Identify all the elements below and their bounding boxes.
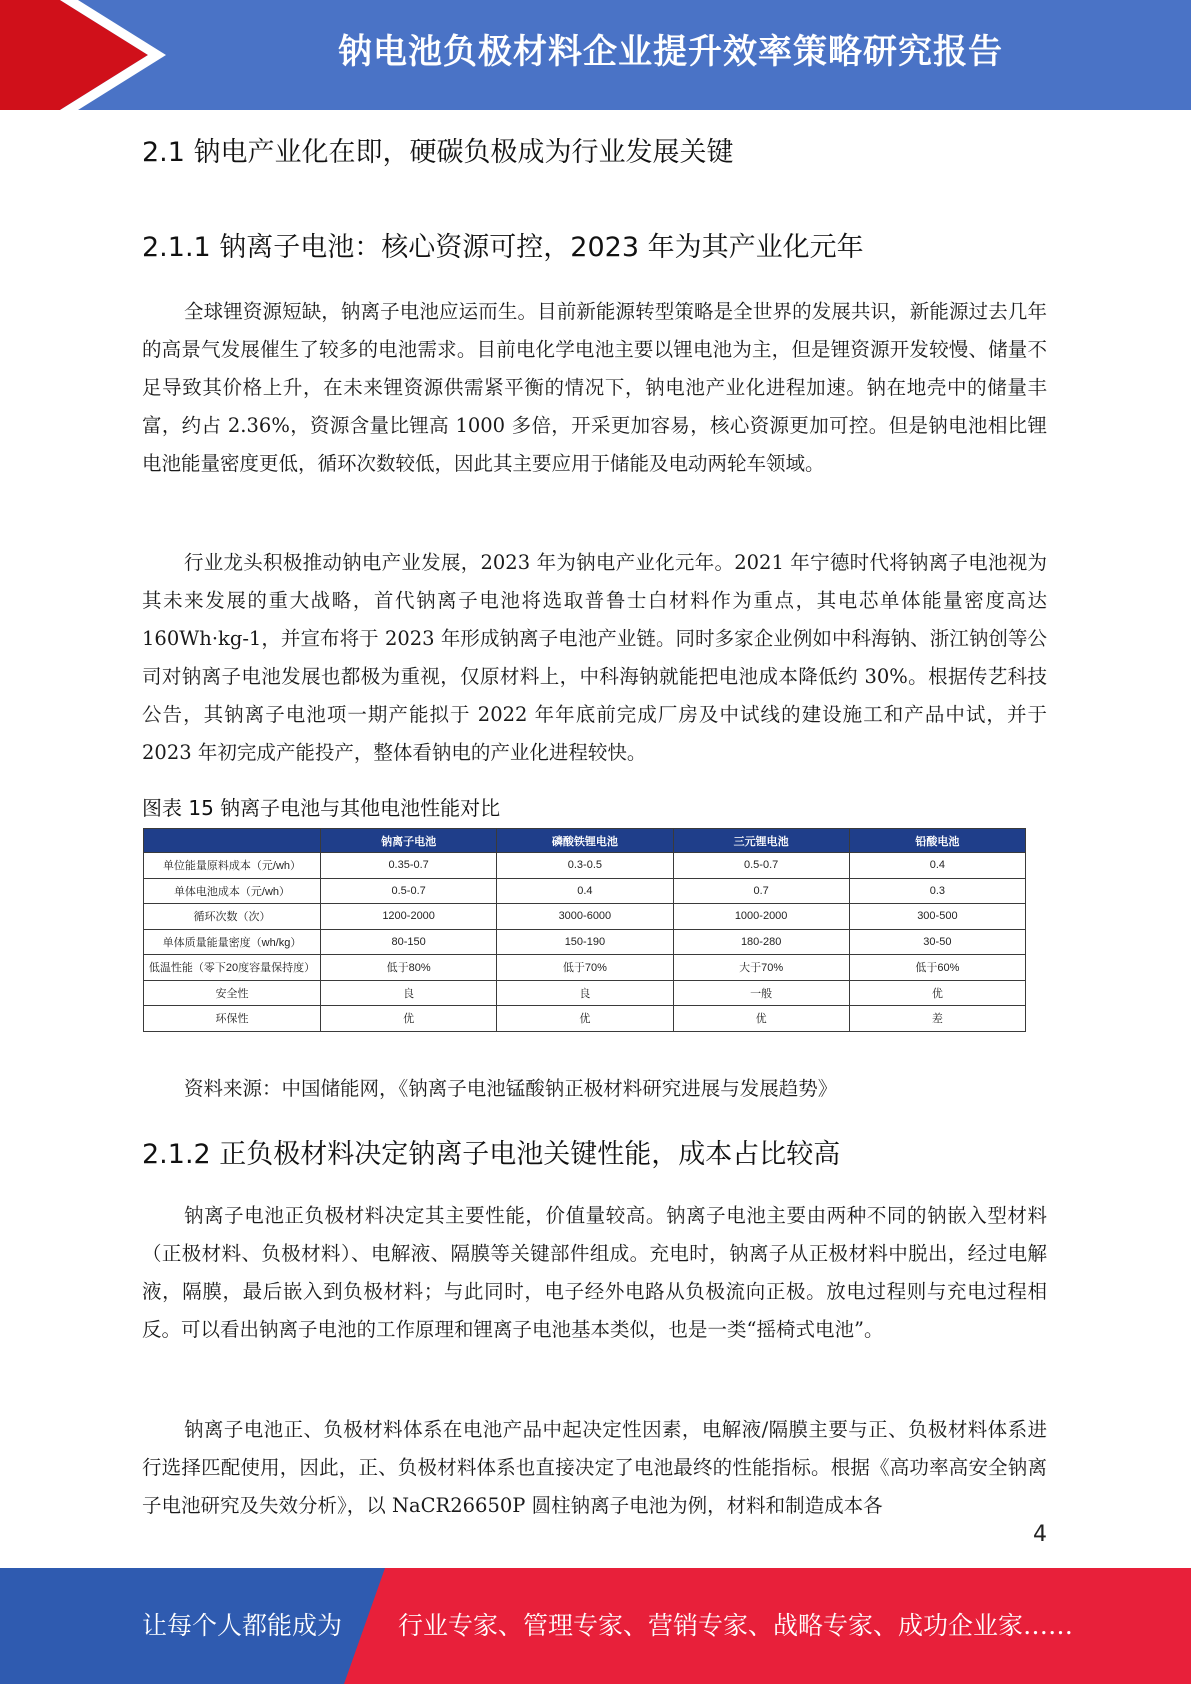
figure-caption: 图表 15 钠离子电池与其他电池性能对比 — [142, 796, 501, 820]
table-header-row — [144, 829, 1026, 853]
footer-slogan-right: 行业专家、管理专家、营销专家、战略专家、成功企业家…… — [398, 1611, 1074, 1640]
table-cell: 0.5-0.7 — [673, 853, 849, 879]
table-cell: 优 — [497, 1006, 673, 1032]
table-cell: 3000-6000 — [497, 904, 673, 930]
table-row — [144, 904, 1026, 930]
table-row — [144, 1006, 1026, 1032]
table-cell: 0.3 — [849, 878, 1025, 904]
table-cell: 300-500 — [849, 904, 1025, 930]
table-cell: 0.4 — [497, 878, 673, 904]
header-title: 钠电池负极材料企业提升效率策略研究报告 — [338, 32, 1003, 72]
table-row — [144, 853, 1026, 879]
table-cell: 30-50 — [849, 929, 1025, 955]
table-cell: 优 — [849, 980, 1025, 1006]
footer-slogan-left: 让每个人都能成为 — [142, 1611, 343, 1640]
table-row — [144, 955, 1026, 981]
page-number: 4 — [1033, 1522, 1047, 1547]
table-row — [144, 878, 1026, 904]
table-cell: 低于60% — [849, 955, 1025, 981]
table-row-label: 循环次数（次） — [144, 904, 321, 930]
table-header-cell — [144, 829, 321, 853]
table-cell: 80-150 — [321, 929, 497, 955]
table-row-label: 单位能量原料成本（元/wh） — [144, 853, 321, 879]
performance-comparison-table — [143, 828, 1026, 1032]
table-row-label: 单体电池成本（元/wh） — [144, 878, 321, 904]
paragraph: 钠离子电池正、负极材料体系在电池产品中起决定性因素，电解液/隔膜主要与正、负极材料体系进行选择匹配使用，因此，正、负极材料体系也直接决定了电池最终的性能指标。根据《高功率高安全钠离子电池研究及失效分析》，以 NaCR26650P 圆柱钠离子电池为例，材料和制造成本各 — [142, 1418, 1047, 1517]
table-cell: 大于70% — [673, 955, 849, 981]
table-cell: 0.4 — [849, 853, 1025, 879]
table-cell: 低于80% — [321, 955, 497, 981]
paragraph: 全球锂资源短缺，钠离子电池应运而生。目前新能源转型策略是全世界的发展共识，新能源过去几年的高景气发展催生了较多的电池需求。目前电化学电池主要以锂电池为主，但是锂资源开发较慢、储量不足导致其价格上升，在未来锂资源供需紧平衡的情况下，钠电池产业化进程加速。钠在地壳中的储量丰富，约占 2.36%，资源含量比锂高 1000 多倍，开采更加容易，核心资源更加可控。但是钠电池相比锂电池能量密度更低，循环次数较低，因此其主要应用于储能及电动两轮车领域。 — [142, 300, 1047, 475]
table-cell: 150-190 — [497, 929, 673, 955]
subsection-title-2-1-1: 2.1.1 钠离子电池：核心资源可控，2023 年为其产业化元年 — [142, 232, 864, 263]
page-footer — [0, 1568, 1191, 1684]
table-row — [144, 980, 1026, 1006]
table-cell: 0.3-0.5 — [497, 853, 673, 879]
table-cell: 优 — [673, 1006, 849, 1032]
table-header-cell: 三元锂电池 — [673, 829, 849, 853]
table-row-label: 环保性 — [144, 1006, 321, 1032]
table-row-label: 低温性能（零下20度容量保持度） — [144, 955, 321, 981]
table-cell: 低于70% — [497, 955, 673, 981]
table-header-cell: 钠离子电池 — [321, 829, 497, 853]
page-header — [0, 0, 1191, 110]
table-cell: 180-280 — [673, 929, 849, 955]
table-cell: 差 — [849, 1006, 1025, 1032]
table-cell: 良 — [321, 980, 497, 1006]
table-cell: 良 — [497, 980, 673, 1006]
table-cell: 0.35-0.7 — [321, 853, 497, 879]
table-cell: 1200-2000 — [321, 904, 497, 930]
subsection-title-2-1-2: 2.1.2 正负极材料决定钠离子电池关键性能，成本占比较高 — [142, 1139, 841, 1170]
table-row-label: 安全性 — [144, 980, 321, 1006]
table-cell: 优 — [321, 1006, 497, 1032]
table-row-label: 单体质量能量密度（wh/kg） — [144, 929, 321, 955]
paragraph: 行业龙头积极推动钠电产业发展，2023 年为钠电产业化元年。2021 年宁德时代将钠离子电池视为其未来发展的重大战略，首代钠离子电池将选取普鲁士白材料作为重点，其电芯单体能量密度高达 160Wh·kg-1，并宣布将于 2023 年形成钠离子电池产业链。同时多家企业例如中科海钠、浙江钠创等公司对钠离子电池发展也都极为重视，仅原材料上，中科海钠就能把电池成本降低约 30%。根据传艺科技公告，其钠离子电池项一期产能拟于 2022 年年底前完成厂房及中试线的建设施工和产品中试，并于 2023 年初完成产能投产，整体看钠电的产业化进程较快。 — [142, 551, 1047, 764]
figure-source: 资料来源：中国储能网，《钠离子电池锰酸钠正极材料研究进展与发展趋势》 — [184, 1077, 838, 1100]
table-cell: 一般 — [673, 980, 849, 1006]
table-cell: 0.5-0.7 — [321, 878, 497, 904]
section-title: 2.1 钠电产业化在即，硬碳负极成为行业发展关键 — [142, 137, 734, 168]
table-header-cell: 铅酸电池 — [849, 829, 1025, 853]
paragraph: 钠离子电池正负极材料决定其主要性能，价值量较高。钠离子电池主要由两种不同的钠嵌入型材料（正极材料、负极材料）、电解液、隔膜等关键部件组成。充电时，钠离子从正极材料中脱出，经过电解液，隔膜，最后嵌入到负极材料；与此同时，电子经外电路从负极流向正极。放电过程则与充电过程相反。可以看出钠离子电池的工作原理和锂离子电池基本类似，也是一类“摇椅式电池”。 — [142, 1204, 1047, 1341]
table-row — [144, 929, 1026, 955]
table-cell: 1000-2000 — [673, 904, 849, 930]
table-header-cell: 磷酸铁锂电池 — [497, 829, 673, 853]
table-cell: 0.7 — [673, 878, 849, 904]
